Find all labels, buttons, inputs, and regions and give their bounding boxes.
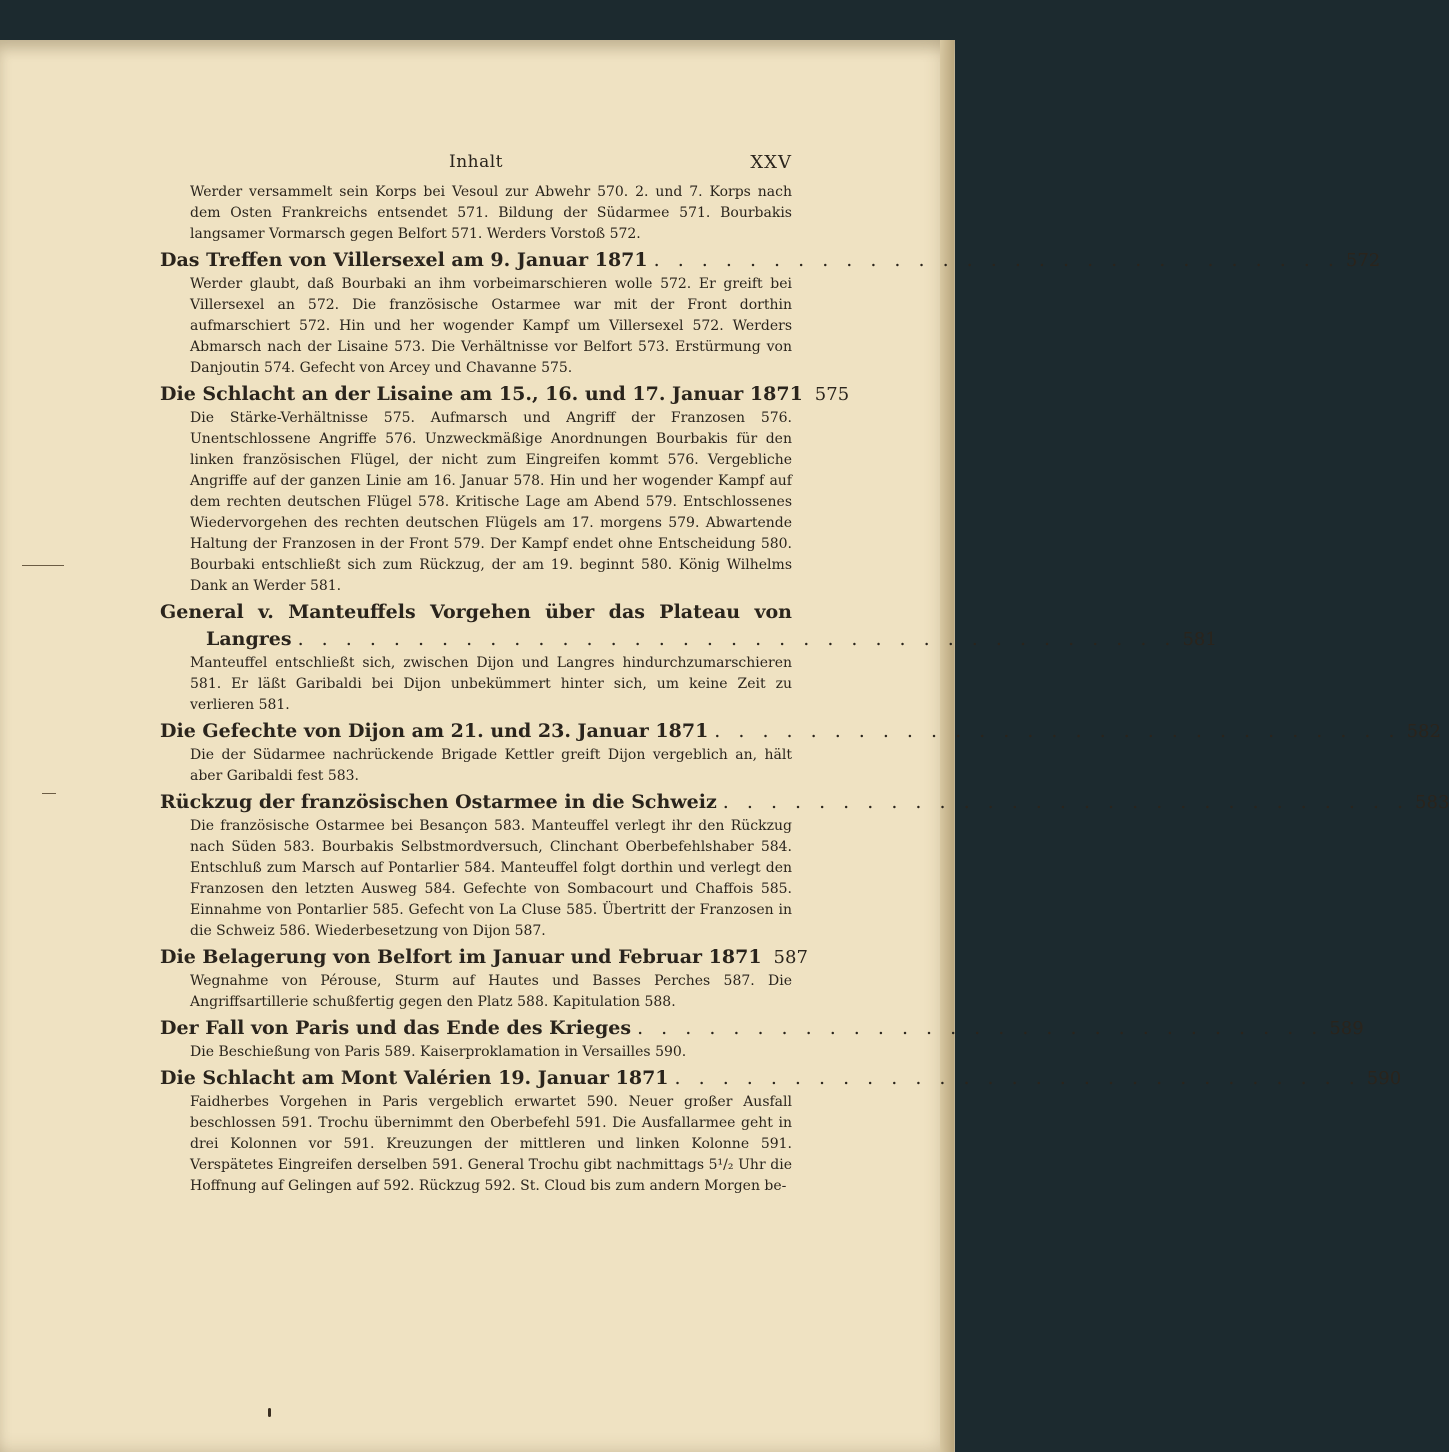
toc-entry	[160, 1065, 1402, 1197]
entry-description: Werder versammelt sein Korps bei Vesoul zur Abwehr 570. 2. und 7. Korps nach dem Osten Frankreichs entsendet 571. Bildung der Südarmee 571. Bourbakis langsamer Vormarsch gegen Belfort 571. Werders Vorstoß 572.	[190, 184, 792, 242]
toc-entry	[160, 599, 1217, 716]
page-number: XXV	[750, 152, 792, 173]
entry-description: Faidherbes Vorgehen in Paris vergeblich erwartet 590. Neuer großer Ausfall beschlossen 591. Trochu übernimmt den Oberbefehl 591. Die Ausfallarmee geht in drei Kolonnen vor 591. Kreuzungen der mittleren und linken Kolonne 591. Verspätetes Eingreifen derselben 591. General Trochu gibt nachmittags 5¹/₂ Uhr die Hoffnung auf Gelingen auf 592. Rückzug 592. St. Cloud bis zum andern Morgen be-	[190, 1094, 792, 1194]
leader-dots: . . . . . . . . . . . . . . . . . . . . . . . . . . . . .	[637, 1017, 1324, 1039]
toc-entry	[160, 381, 850, 597]
entry-heading	[160, 381, 850, 408]
toc-entry	[160, 944, 808, 1013]
entry-description: Die der Südarmee nachrückende Brigade Kettler greift Dijon vergeblich an, hält aber Garibaldi fest 583.	[190, 747, 792, 784]
entry-page: 572	[1345, 250, 1381, 271]
entry-description: Die Beschießung von Paris 589. Kaiserproklamation in Versailles 590.	[190, 1044, 687, 1060]
toc-entry	[160, 718, 1441, 787]
leader-dots: . . . . . . . . . . . . . . . . . . . . . . . . . . . . .	[674, 1067, 1361, 1089]
ink-speck	[268, 1408, 271, 1417]
entry-title-continued: Langres	[206, 628, 292, 650]
leader-dots: . . . . . . . . . . . . . . . . . . . . . . . . . . . . .	[722, 791, 1410, 813]
entry-heading	[160, 944, 808, 971]
entry-heading	[160, 626, 1217, 653]
leader-dots: . . . . . . . . . . . . . . . . . . . . . . . . . . . . .	[653, 249, 1340, 271]
entry-heading	[160, 718, 1441, 745]
entry-page: 582	[1406, 721, 1441, 742]
entry-title: Die Schlacht am Mont Valérien 19. Januar 1871	[160, 1067, 669, 1089]
entry-title: Rückzug der französischen Ostarmee in die Schweiz	[160, 791, 717, 813]
running-title: Inhalt	[448, 152, 504, 172]
entry-description: Manteuffel entschließt sich, zwischen Dijon und Langres hindurchzumarschieren 581. Er läßt Garibaldi bei Dijon unbekümmert hinter sich, um keine Zeit zu verlieren 581.	[190, 655, 792, 713]
toc-entry	[160, 789, 1449, 942]
running-header	[160, 152, 792, 178]
entry-title: Die Gefechte von Dijon am 21. und 23. Januar 1871	[160, 720, 709, 742]
margin-mark	[42, 793, 56, 794]
entry-page: 583	[1415, 792, 1449, 813]
entry-page: 581	[1182, 629, 1217, 650]
entry-description: Die Stärke-Verhältnisse 575. Aufmarsch und Angriff der Franzosen 576. Unentschlossene Angriffe 576. Unzweckmäßige Anordnungen Bourbakis für den linken französischen Flügel, der nicht zum Eingreifen kommt 576. Vergebliche Angriffe auf der ganzen Linie am 16. Januar 578. Hin und her wogender Kampf auf dem rechten deutschen Flügel 578. Kritische Lage am Abend 579. Entschlossenes Wiedervorgehen des rechten deutschen Flügels am 17. morgens 579. Abwartende Haltung der Franzosen in der Front 579. Der Kampf endet ohne Entscheidung 580. Bourbaki entschließt sich zum Rückzug, der am 19. beginnt 580. König Wilhelms Dank an Werder 581.	[190, 410, 792, 594]
entry-description: Wegnahme von Pérouse, Sturm auf Hautes und Basses Perches 587. Die Angriffsartillerie schußfertig gegen den Platz 588. Kapitulation 588.	[190, 973, 792, 1010]
entry-title: Die Schlacht an der Lisaine am 15., 16. und 17. Januar 1871	[160, 383, 803, 405]
entry-title: Das Treffen von Villersexel am 9. Januar 1871	[160, 249, 648, 271]
entry-page: 587	[773, 947, 808, 968]
entry-description: Werder glaubt, daß Bourbaki an ihm vorbeimarschieren wolle 572. Er greift bei Villersexel an 572. Die französische Ostarmee war mit der Front dorthin aufmarschiert 572. Hin und her wogender Kampf um Villersexel 572. Werders Abmarsch nach der Lisaine 573. Die Verhältnisse vor Belfort 573. Erstürmung von Danjoutin 574. Gefecht von Arcey und Chavanne 575.	[190, 276, 792, 376]
toc-entry	[160, 1015, 1364, 1063]
toc-entry	[160, 247, 1381, 379]
entry-page: 590	[1366, 1068, 1402, 1089]
table-of-contents	[160, 182, 1449, 1199]
leader-dots: . . . . . . . . . . . . . . . . . . . . . . . . . . . . . . . . . . . . .	[297, 628, 1177, 650]
entry-description: Die französische Ostarmee bei Besançon 583. Manteuffel verlegt ihr den Rückzug nach Süden 583. Bourbakis Selbstmordversuch, Clinchant Oberbefehlshaber 584. Entschluß zum Marsch auf Pontarlier 584. Manteuffel folgt dorthin und verlegt den Franzosen den letzten Ausweg 584. Gefechte von Sombacourt und Chaffois 585. Einnahme von Pontarlier 585. Gefecht von La Cluse 585. Übertritt der Franzosen in die Schweiz 586. Wiederbesetzung von Dijon 587.	[190, 818, 792, 939]
entry-heading	[160, 1065, 1402, 1092]
leader-dots: . . . . . . . . . . . . . . . . . . . . . . . . . . . . .	[714, 720, 1401, 742]
entry-heading	[160, 789, 1449, 816]
entry-page: 575	[814, 384, 850, 405]
margin-mark	[22, 565, 64, 566]
entry-heading	[160, 1015, 1364, 1042]
entry-title: General v. Manteuffels Vorgehen über das Plateau von	[160, 601, 792, 623]
entry-title: Die Belagerung von Belfort im Januar und Februar 1871	[160, 946, 762, 968]
entry-heading	[160, 247, 1381, 274]
entry-page: 589	[1329, 1018, 1364, 1039]
entry-title: Der Fall von Paris und das Ende des Krieges	[160, 1017, 632, 1039]
